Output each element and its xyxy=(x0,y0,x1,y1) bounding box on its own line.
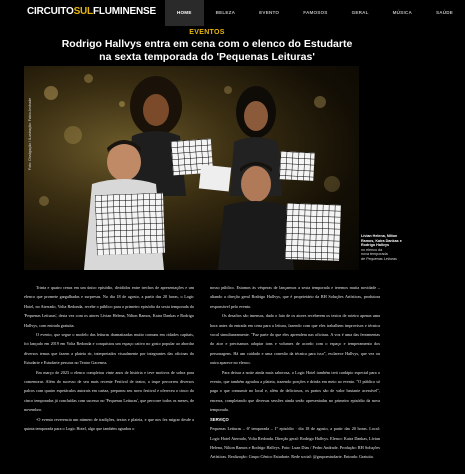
article-paragraph: Trinta e quatro cenas em um único episódio, divididos entre trechos de apresentações e um elenco que promete gargalhadas e surpresas. No dia 18 de agosto, a partir das 20 horas, o Logic Hotel, no Aterrado, Volta Redonda, recebe o público para o primeiro episódio da sexta temporada do 'Pequenas Leituras', desta vez com os atores Lívian Helena, Nilton Ramos, Kaira Dankas e Rodrigo Hallvys, com entrada gratuita. xyxy=(24,285,194,328)
caption-show: de Pequenas Leituras xyxy=(361,256,397,261)
main-menu xyxy=(165,0,465,26)
logo-text-3: FLUMINENSE xyxy=(92,6,156,17)
article-paragraph: Para deixar a noite ainda mais saborosa, o Logic Hotel também terá cardápio especial para o evento, que também agradou a plateia, trazendo porções e drinks em meio ao evento. "O público só paga o que consumir no local e, além de deliciosos, os pratos são de valor bastante acessível", encerra, completando que diversas sessões ainda serão apresentadas no primeiro episódio da nova temporada. xyxy=(210,369,380,413)
article-title xyxy=(40,38,374,64)
article-paragraph: nosso público. Estamos às vésperas de lançarmos a sexta temporada e teremos muita novidade – aliando a direção geral Rodrigo Hallvys, que é proprietário da RH Soluções Artísticas, produtora responsável pelo evento. xyxy=(210,285,380,309)
caption-text-2: nova temporada xyxy=(361,252,388,256)
logo-text-2: SUL xyxy=(73,6,93,17)
site-logo[interactable] xyxy=(27,6,156,17)
article-column-1 xyxy=(24,283,194,434)
photo-caption xyxy=(361,234,409,261)
nav-item-musica[interactable]: MÚSICA xyxy=(392,10,412,15)
article-title-line-2: na sexta temporada do 'Pequenas Leituras' xyxy=(99,51,315,63)
article-category[interactable]: EVENTOS xyxy=(189,29,225,36)
nav-item-home[interactable]: HOME xyxy=(165,0,204,26)
script-paper xyxy=(279,151,314,181)
script-paper xyxy=(285,203,341,261)
script-paper xyxy=(95,193,165,255)
photo-credit: Foto: Divulgação / ILustração: Fabio Andrade xyxy=(28,97,32,170)
nav-item-evento[interactable]: EVENTO xyxy=(259,10,280,15)
logo-text-1: CIRCUITO xyxy=(27,6,74,17)
nav-item-famosos[interactable]: FAMOSOS xyxy=(303,10,328,15)
article-column-2 xyxy=(210,283,380,462)
services-heading: SERVIÇO xyxy=(210,416,229,422)
article-paragraph: O evento, que segue o modelo das leituras dramatizadas muito comuns em cidades capitais, foi lançado em 2019 em Volta Redonda e conquistou um espaço cativo no gosto popular ao abordar diversos temas que fazem a plateia rir, interpretados visualmente por integrantes das oficinas do Estudarte e Estudarte pessoas no Teatro Gacemss. xyxy=(24,332,194,366)
article-paragraph: -O evento reverencia um número de tradições, textos e plateia, e que nos fez migrar desde a quinta temporada para o Logic Hotel, algo que também agradou o xyxy=(24,416,194,432)
top-navigation-bar xyxy=(0,0,454,26)
article-title-line-1: Rodrigo Hallvys entra em cena com o elenco do Estudarte xyxy=(61,38,353,50)
article-paragraph: Em março de 2023 o elenco completou vinte anos de história e teve motivos de sobra para comemorar. Além do sucesso de seu mais recente Festival de teatro, a trupe percorreu diversos palcos com quatro espetáculos autorais em cartaz, preparou seu novo festival e ofereceu o cinco do cinco temporadas já concluídas com sucesso no 'Pequenas Leituras', que percorre todos os meses, de novembro. xyxy=(24,369,194,413)
nav-item-saude[interactable]: SAÚDE xyxy=(435,10,454,15)
services-details: Pequenas Leituras – 6ª temporada – 1º episódio · dia 18 de agosto, a partir das 20 horas. Local: Logic Hotel Aterrado, Volta Redonda. Direção geral: Rodrigo Hallvys. Elenco: Kaira Dankas, Lívian Helena, Nilton Ramos e Rodrigo Hallvys. Foto: Luan Dias / Pedro Andrade. Produção: RH Soluções Artísticas. Realização: Grupo Cênico Estudarte. Rede social: @grupoestudarte. Entrada: Gratuita. xyxy=(210,426,380,460)
caption-names: Lívian Helena, Nilton Ramos, Kaira Dankas e Rodrigo Hallvys xyxy=(361,234,402,247)
nav-item-beleza[interactable]: BELEZA xyxy=(215,10,236,15)
script-paper xyxy=(199,164,231,191)
nav-item-geral[interactable]: GERAL xyxy=(351,10,369,15)
caption-text: no elenco da xyxy=(361,247,383,252)
article-photo xyxy=(24,66,359,270)
article-paragraph: Os desafios são imensos, dado o fato de os atores receberem os textos de roteiro apenas uma hora antes da entrada em cena para a leitura, fazendo com que eles trabalhem improvisos e técnica vocal simultaneamente. "Faz parte do que eles aprendem nas oficinas. A voz é uma das ferramentas do ator e precisamos adaptar tons e volumes de acordo com o espaço e temperamento dos personagens. Há um cuidado e uma conexão da técnica para isso", esclarece Hallvys, que vez ou outra aparece no elenco. xyxy=(210,313,380,366)
